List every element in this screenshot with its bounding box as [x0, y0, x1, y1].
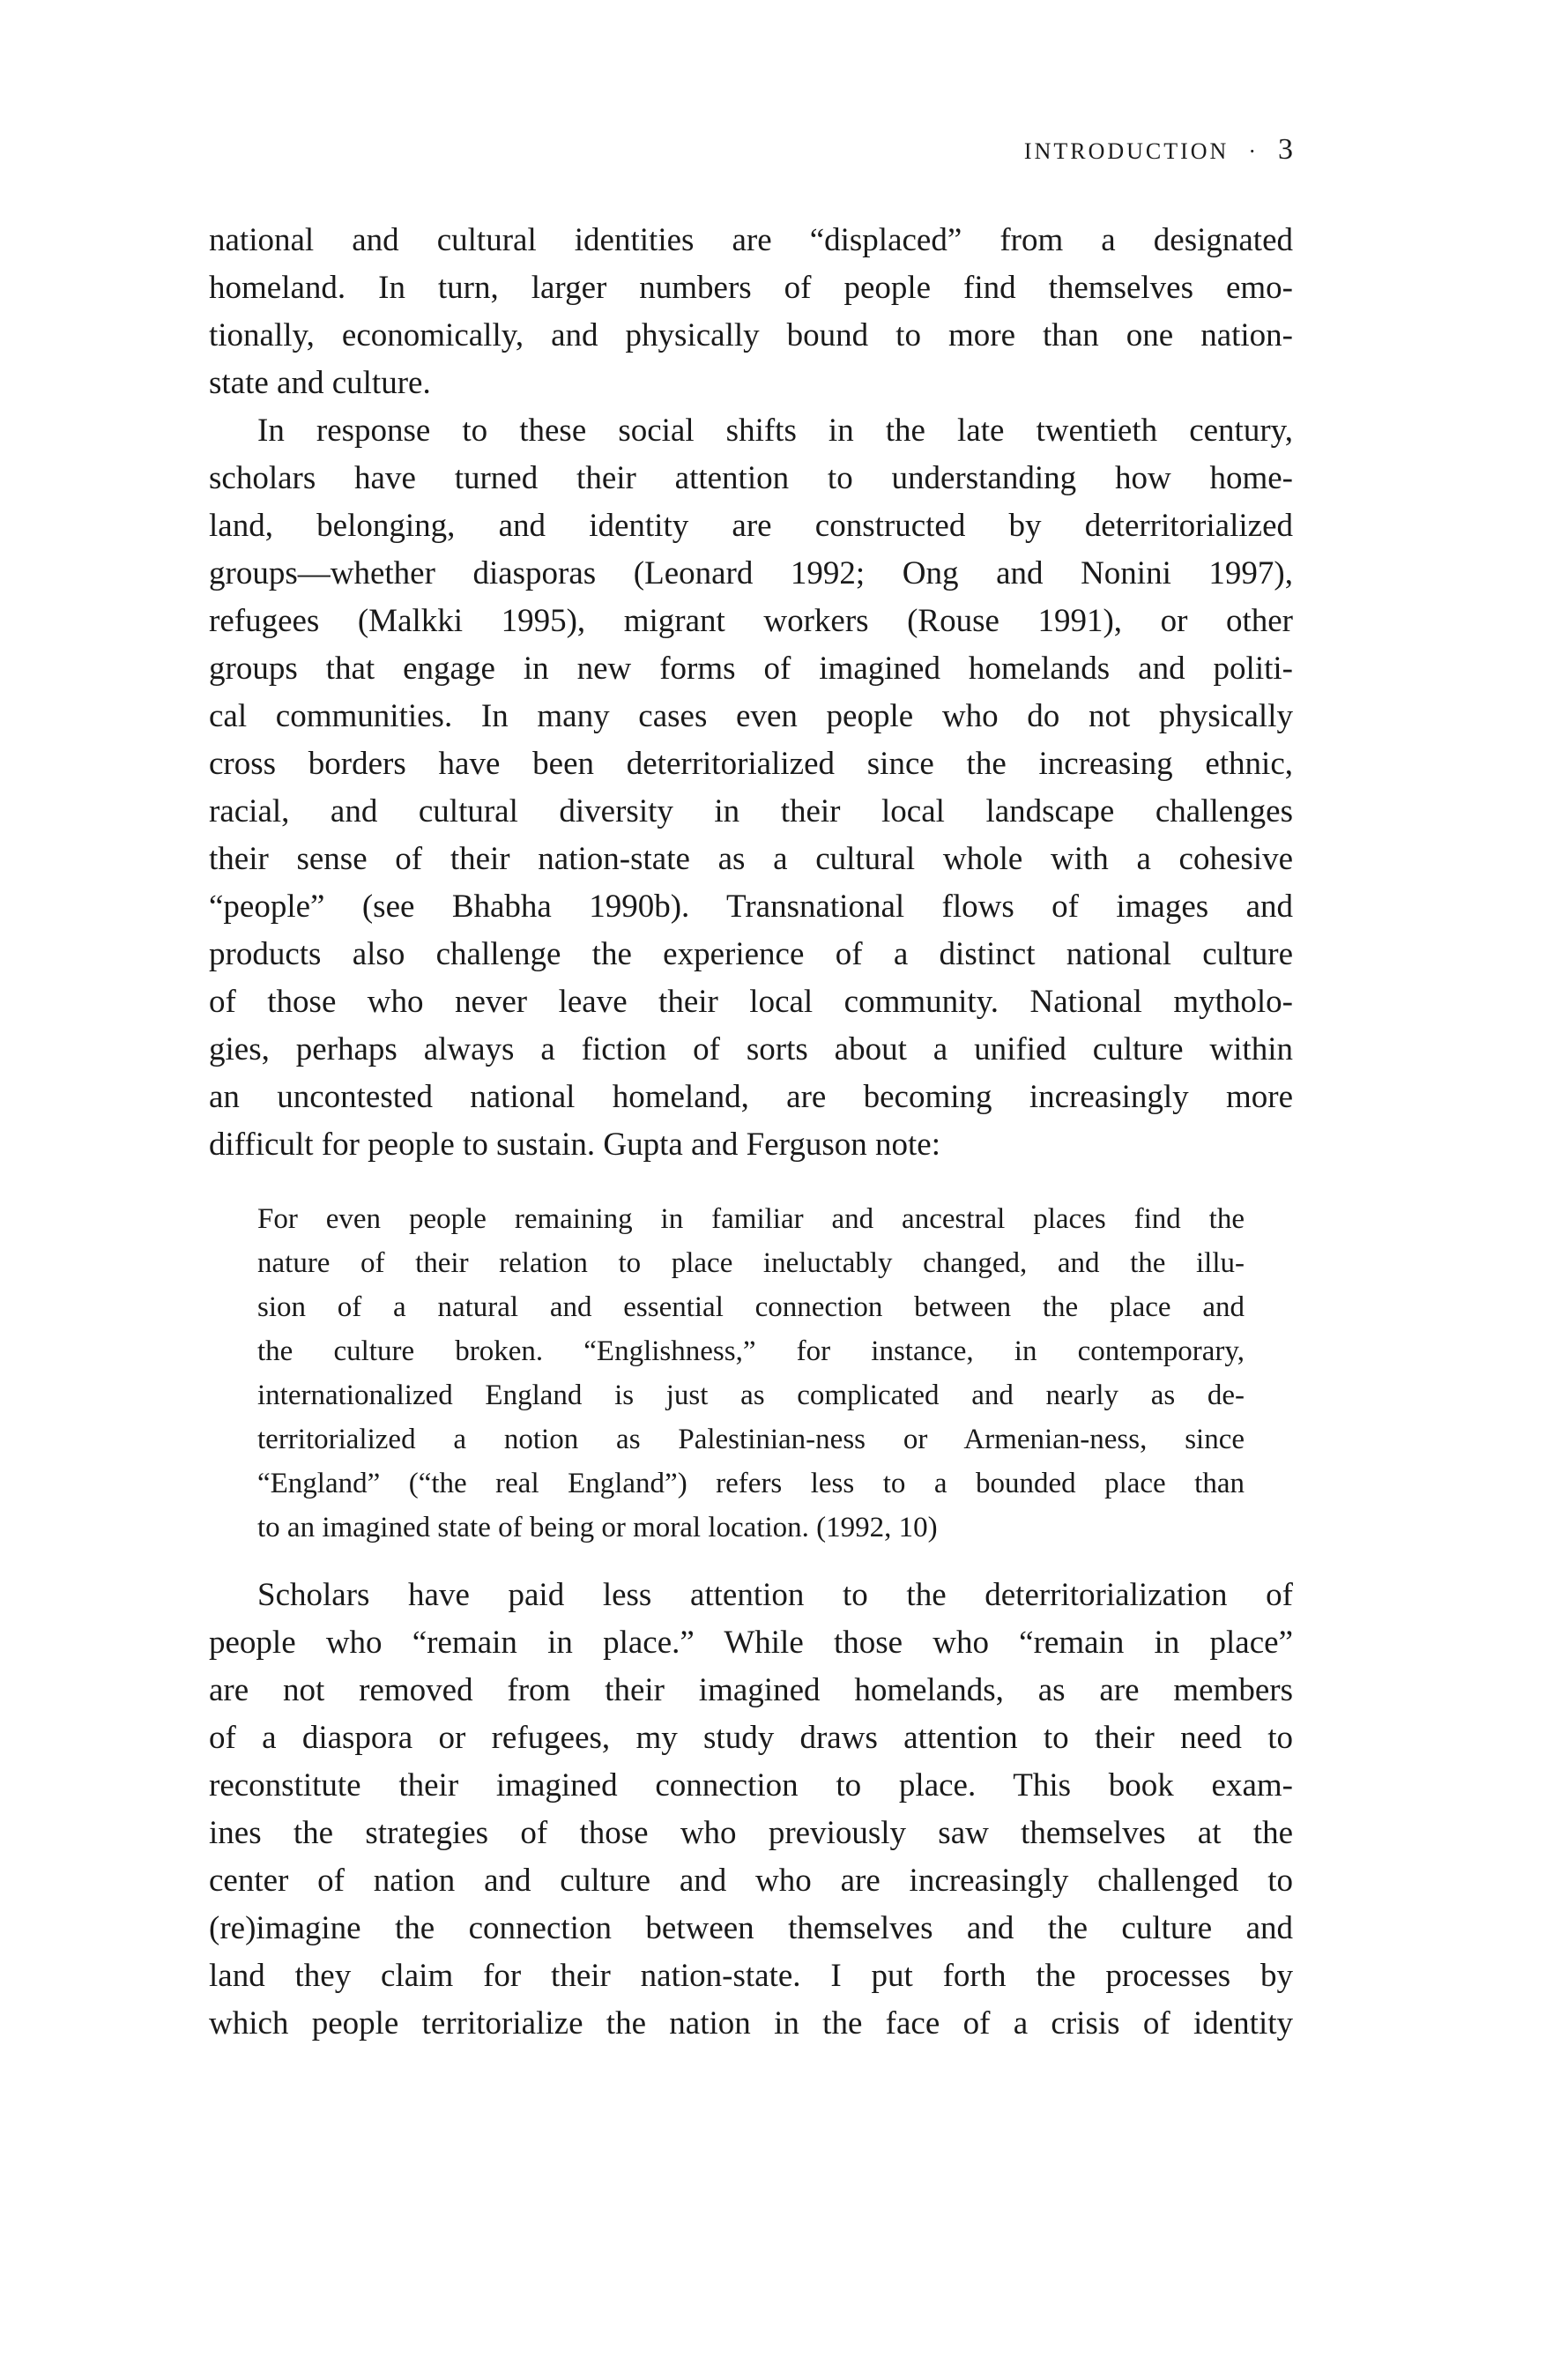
running-head-separator: · [1248, 138, 1259, 164]
quote-line: nature of their relation to place ineluctably changed, and the illu- [257, 1247, 1245, 1279]
paragraph-line: people who “remain in place.” While those who “remain in place” [209, 1625, 1293, 1661]
paragraph-line: Scholars have paid less attention to the deterritorialization of [257, 1577, 1293, 1613]
paragraph-line: In response to these social shifts in the late twentieth century, [257, 413, 1293, 449]
quote-line: territorialized a notion as Palestinian-ness or Armenian-ness, since [257, 1424, 1245, 1455]
paragraph-line: of a diaspora or refugees, my study draws attention to their need to [209, 1720, 1293, 1756]
closing-paragraph [209, 1572, 1293, 2048]
paragraph-line: difficult for people to sustain. Gupta and Ferguson note: [209, 1127, 940, 1163]
page-number: 3 [1278, 133, 1293, 166]
paragraph-line: tionally, economically, and physically bound to more than one nation- [209, 317, 1293, 353]
quote-line: to an imagined state of being or moral location. (1992, 10) [257, 1512, 938, 1543]
paragraph-line: gies, perhaps always a fiction of sorts about a unified culture within [209, 1031, 1293, 1067]
paragraph-line: of those who never leave their local community. National mytholo- [209, 984, 1293, 1020]
block-quote [257, 1197, 1245, 1550]
paragraph-line: state and culture. [209, 365, 431, 401]
paragraph-line: their sense of their nation-state as a cultural whole with a cohesive [209, 841, 1293, 877]
quote-line: the culture broken. “Englishness,” for instance, in contemporary, [257, 1335, 1245, 1367]
paragraph-line: refugees (Malkki 1995), migrant workers (Rouse 1991), or other [209, 603, 1293, 639]
paragraph-line: racial, and cultural diversity in their local landscape challenges [209, 793, 1293, 829]
paragraph-line: homeland. In turn, larger numbers of people find themselves emo- [209, 270, 1293, 306]
paragraph-line: products also challenge the experience of a distinct national culture [209, 936, 1293, 972]
paragraph-line: cross borders have been deterritorialized since the increasing ethnic, [209, 746, 1293, 782]
body-text [209, 217, 1293, 1169]
quote-line: “England” (“the real England”) refers less to a bounded place than [257, 1468, 1245, 1499]
running-head [1024, 132, 1293, 169]
paragraph-line: scholars have turned their attention to understanding how home- [209, 460, 1293, 496]
paragraph-line: center of nation and culture and who are increasingly challenged to [209, 1863, 1293, 1899]
paragraph-line: land, belonging, and identity are constructed by deterritorialized [209, 508, 1293, 544]
paragraph-line: “people” (see Bhabha 1990b). Transnational flows of images and [209, 889, 1293, 925]
paragraph-line: groups—whether diasporas (Leonard 1992; Ong and Nonini 1997), [209, 555, 1293, 591]
paragraph-line: national and cultural identities are “displaced” from a designated [209, 222, 1293, 258]
paragraph-line: an uncontested national homeland, are becoming increasingly more [209, 1079, 1293, 1115]
running-head-title: INTRODUCTION [1023, 138, 1230, 164]
quote-line: For even people remaining in familiar and ancestral places find the [257, 1203, 1245, 1235]
quote-line: sion of a natural and essential connection between the place and [257, 1291, 1245, 1323]
paragraph-line: groups that engage in new forms of imagined homelands and politi- [209, 651, 1293, 687]
paragraph-line: are not removed from their imagined homelands, as are members [209, 1672, 1293, 1708]
paragraph-line: reconstitute their imagined connection to place. This book exam- [209, 1767, 1293, 1804]
paragraph-line: land they claim for their nation-state. I put forth the processes by [209, 1958, 1293, 1994]
paragraph-line: cal communities. In many cases even people who do not physically [209, 698, 1293, 734]
paragraph-line: which people territorialize the nation in the face of a crisis of identity [209, 2005, 1293, 2042]
paragraph-line: (re)imagine the connection between themselves and the culture and [209, 1910, 1293, 1946]
quote-line: internationalized England is just as complicated and nearly as de- [257, 1380, 1245, 1411]
paragraph-line: ines the strategies of those who previously saw themselves at the [209, 1815, 1293, 1851]
